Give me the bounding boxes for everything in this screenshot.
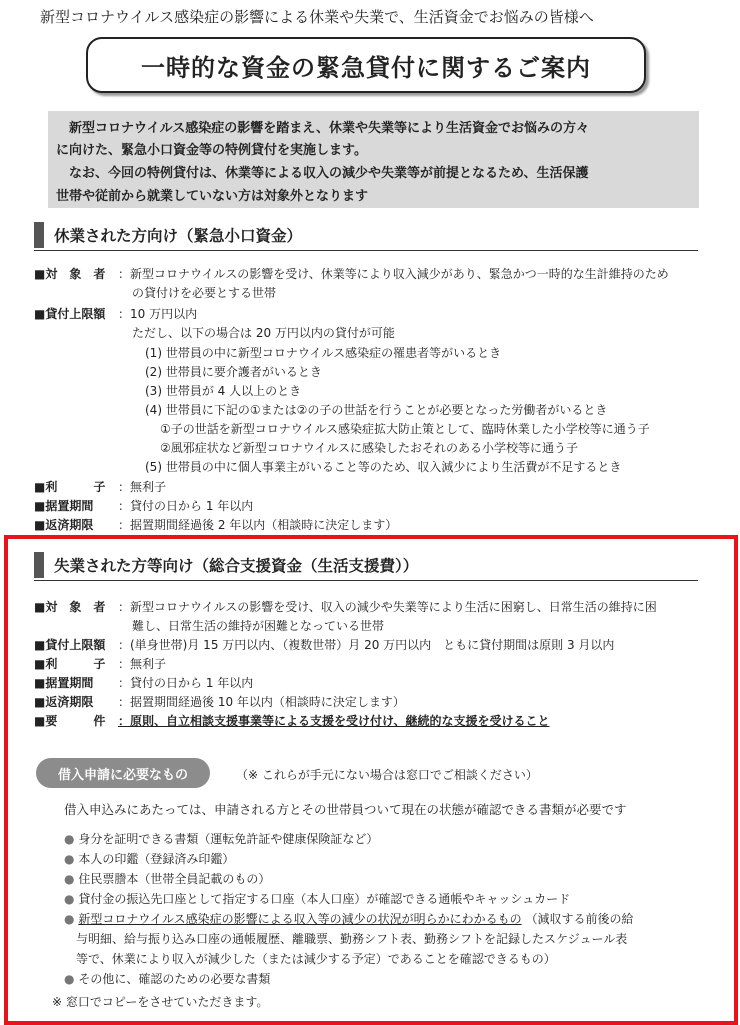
target-text: ：新型コロナウイルスの影響を受け、収入の減少や失業等により生活に困窮し、日常生活の維持に困 <box>118 600 657 614</box>
heading-bar <box>34 222 44 248</box>
list-item-text: 住民票謄本（世帯全員記載のもの） <box>78 872 271 886</box>
target-label: ■対 象 者 <box>34 600 106 614</box>
case-item: (2) 世帯員に要介護者がいるとき <box>145 365 322 379</box>
section-heading-leave <box>34 220 698 251</box>
bullet-icon: ● <box>64 912 75 926</box>
list-item <box>64 850 234 867</box>
case-item: (1) 世帯員の中に新型コロナウイルス感染症の罹患者等がいるとき <box>145 346 502 360</box>
list-item-text: 身分を証明できる書類（運転免許証や健康保険証など） <box>78 832 379 846</box>
list-item-text: その他に、確認のための必要な書類 <box>78 972 271 986</box>
repay-label: ■返済期限 <box>34 518 94 532</box>
intro-line: 世帯や従前から就業していない方は対象外となります <box>56 189 369 204</box>
intro-line: 新型コロナウイルス感染症の影響を踏まえ、休業や失業等により生活資金でお悩みの方々 <box>56 121 590 136</box>
requirement-value: ：原則、自立相談支援事業等による支援を受け付け、継続的な支援を受けること <box>118 714 550 728</box>
interest-value: ：無利子 <box>118 480 167 494</box>
page-header: 新型コロナウイルス感染症の影響による休業や失業で、生活資金でお悩みの皆様へ <box>40 8 594 26</box>
intro-line: なお、今回の特例貸付は、休業等による収入の減少や失業等が前提となるため、生活保護 <box>56 166 589 181</box>
grace-value: ：貸付の日から 1 年以内 <box>118 499 254 513</box>
case-subitem: ②風邪症状など新型コロナウイルスに感染したおそれのある小学校等に通う子 <box>160 441 579 455</box>
grace-label: ■据置期間 <box>34 676 94 690</box>
repay-label: ■返済期限 <box>34 695 94 709</box>
page-title: 一時的な資金の緊急貸付に関するご案内 <box>141 53 591 82</box>
list-item-text: 本人の印鑑（登録済み印鑑） <box>78 852 235 866</box>
section-title: 失業された方等向け（総合支援資金（生活支援費）） <box>54 557 419 575</box>
required-docs-badge <box>36 758 210 788</box>
list-item <box>64 910 633 927</box>
grace-label: ■据置期間 <box>34 499 94 513</box>
badge-label: 借入申請に必要なもの <box>57 767 188 783</box>
requirement-label: ■要 件 <box>34 714 106 728</box>
limit-label: ■貸付上限額 <box>34 307 106 321</box>
heading-bar <box>34 552 44 578</box>
limit-label: ■貸付上限額 <box>34 638 106 652</box>
case-item: (5) 世帯員の中に個人事業主がいること等のため、収入減少により生活費が不足するとき <box>145 460 622 474</box>
docs-lead: 借入申込みにあたっては、申請される方とその世帯員ついて現在の状態が確認できる書類が必要です <box>64 802 627 817</box>
bullet-icon: ● <box>64 972 75 986</box>
case-item: (3) 世帯員が 4 人以上のとき <box>145 384 302 398</box>
list-item-text: （減収する前後の給 <box>525 912 634 926</box>
target-text: の貸付けを必要とする世帯 <box>132 286 277 300</box>
intro-line: に向けた、緊急小口資金等の特例貸付を実施します。 <box>56 143 367 158</box>
repay-value: ：据置期間経過後 10 年以内（相談時に決定します） <box>118 695 405 709</box>
bullet-icon: ● <box>64 872 75 886</box>
list-item-text-emphasis: 新型コロナウイルス感染症の影響による収入等の減少の状況が明らかにわかるもの <box>78 912 522 926</box>
target-text: 難し、日常生活の維持が困難となっている世帯 <box>132 619 385 633</box>
limit-value: ：10 万円以内 <box>118 307 198 321</box>
interest-label: ■利 子 <box>34 480 106 494</box>
limit-value: ：(単身世帯)月 15 万円以内、（複数世帯）月 20 万円以内 ともに貸付期間は原則 3 月以内 <box>118 638 615 652</box>
list-item <box>64 830 378 847</box>
footer-note: ※ 窓口でコピーをさせていただきます。 <box>52 995 269 1009</box>
title-box <box>86 37 646 93</box>
list-item-continued: 与明細、給与振り込み口座の通帳履歴、離職票、勤務シフト表、勤務シフトを記録したスケジュール表 <box>76 932 628 946</box>
bullet-icon: ● <box>64 852 75 866</box>
target-label: ■対 象 者 <box>34 267 106 281</box>
section-title: 休業された方向け（緊急小口資金） <box>54 227 303 245</box>
intro-box <box>48 111 699 208</box>
repay-value: ：据置期間経過後 2 年以内（相談時に決定します） <box>118 518 398 532</box>
case-subitem: ①子の世話を新型コロナウイルス感染症拡大防止策として、臨時休業した小学校等に通う子 <box>160 422 650 436</box>
list-item-text: 貸付金の振込先口座として指定する口座（本人口座）が確認できる通帳やキャッシュカード <box>78 892 571 906</box>
limit-note: ただし、以下の場合は 20 万円以内の貸付が可能 <box>132 326 395 340</box>
case-item: (4) 世帯員に下記の①または②の子の世話を行うことが必要となった労働者がいるとき <box>145 403 608 417</box>
bullet-icon: ● <box>64 832 75 846</box>
target-text: ：新型コロナウイルスの影響を受け、休業等により収入減少があり、緊急かつ一時的な生計維持のため <box>118 267 669 281</box>
bullet-icon: ● <box>64 892 75 906</box>
docs-note: （※ これらが手元にない場合は窓口でご相談ください） <box>236 768 538 782</box>
list-item-continued: 等で、休業により収入が減少した（または減少する予定）であることを確認できるもの） <box>76 952 556 966</box>
grace-value: ：貸付の日から 1 年以内 <box>118 676 254 690</box>
list-item <box>64 890 570 907</box>
list-item <box>64 970 270 987</box>
section-heading-unemployed <box>34 550 698 581</box>
interest-value: ：無利子 <box>118 657 167 671</box>
interest-label: ■利 子 <box>34 657 106 671</box>
list-item <box>64 870 270 887</box>
